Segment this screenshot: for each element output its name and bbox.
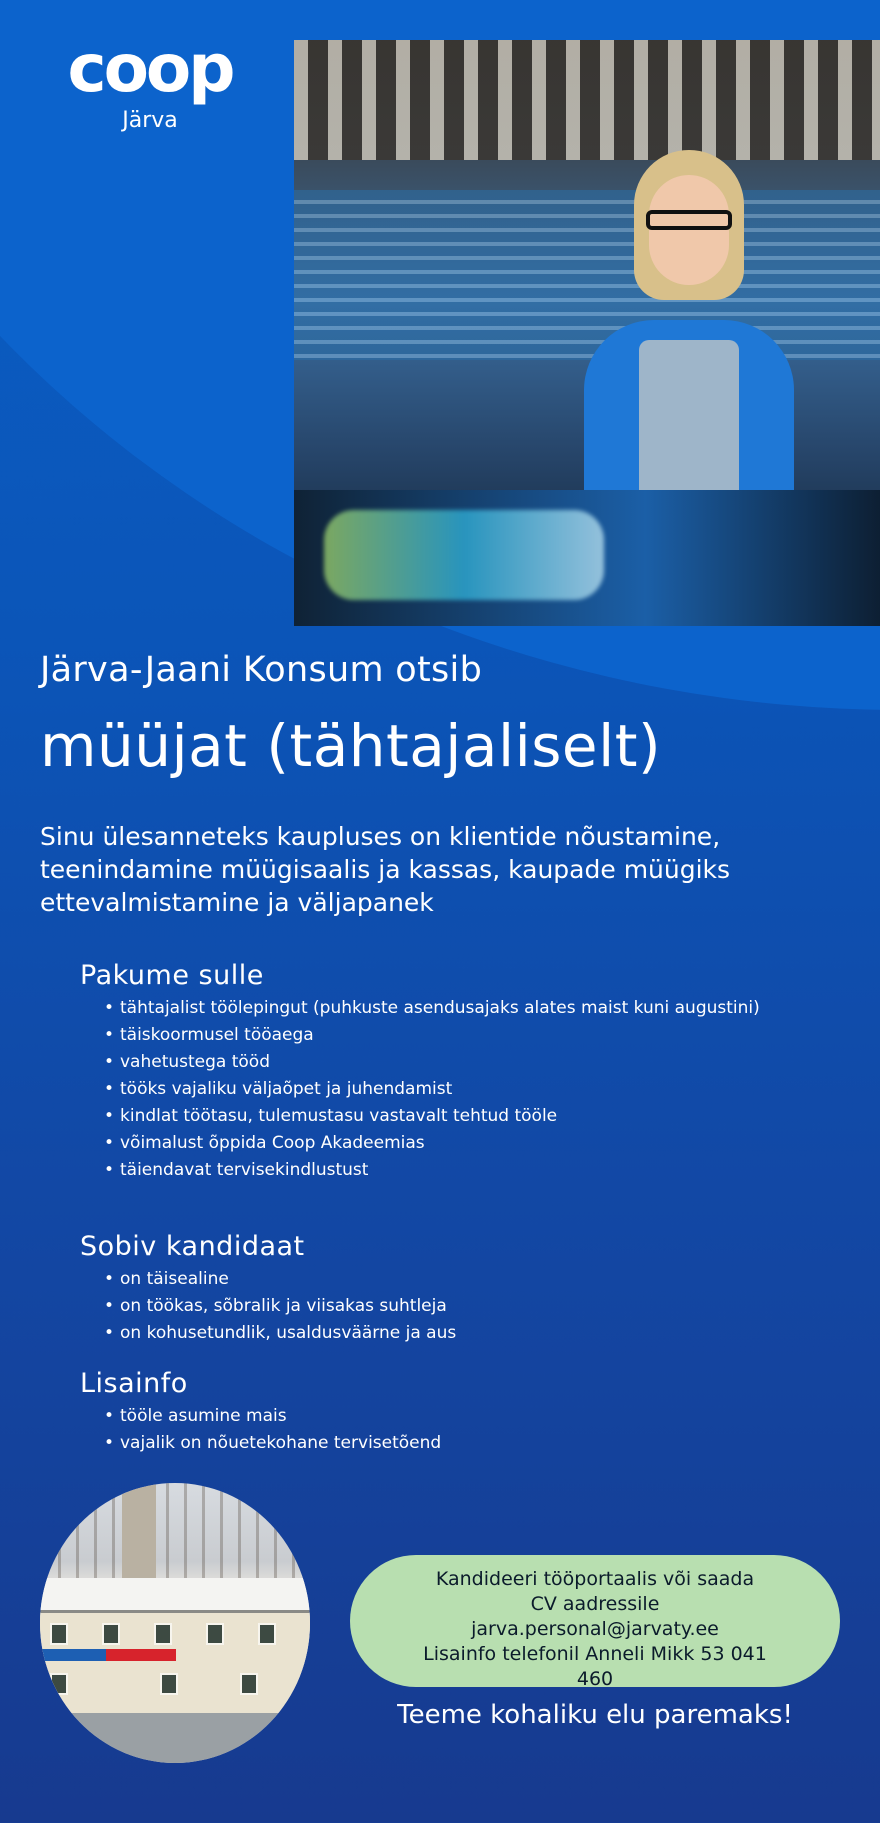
- list-item: • täiskoormusel tööaega: [120, 1024, 780, 1047]
- photo-goods: [324, 510, 604, 600]
- list-item: • võimalust õppida Coop Akadeemias: [120, 1132, 780, 1155]
- list-item: • vajalik on nõuetekohane tervisetõend: [120, 1432, 780, 1455]
- candidate-list: [80, 1268, 780, 1345]
- logo-wordmark: coop: [67, 30, 233, 107]
- offer-list: [80, 997, 780, 1182]
- list-item: • on töökas, sõbralik ja viisakas suhtleja: [120, 1295, 780, 1318]
- job-intro: Sinu ülesanneteks kaupluses on klientide nõustamine, teenindamine müügisaalis ja kassas, kaupade müügiks ettevalmistamine ja väljapanek: [40, 822, 731, 917]
- job-title: müüjat (tähtajaliselt): [40, 712, 662, 780]
- candidate-section: [80, 1231, 780, 1349]
- cta-phone: Lisainfo telefonil Anneli Mikk 53 041: [423, 1643, 767, 1665]
- photo-cashier: [584, 150, 794, 530]
- logo-region: Järva: [122, 108, 178, 133]
- list-item: • tööks vajaliku väljaõpet ja juhendamist: [120, 1078, 780, 1101]
- info-section: [80, 1368, 780, 1459]
- store-building-photo: [40, 1483, 310, 1763]
- info-heading: Lisainfo: [80, 1368, 188, 1399]
- cta-phone-end: 460: [576, 1668, 614, 1690]
- list-item: • on täisealine: [120, 1268, 780, 1291]
- info-list: [80, 1405, 780, 1455]
- apply-info-box: [350, 1555, 840, 1690]
- shop-sign-red: [106, 1649, 176, 1661]
- list-item: • täiendavat tervisekindlustust: [120, 1159, 780, 1182]
- list-item: • tööle asumine mais: [120, 1405, 780, 1428]
- slogan: Teeme kohaliku elu paremaks!: [397, 1700, 793, 1730]
- cta-line: CV aadressile: [530, 1593, 660, 1615]
- list-item: • kindlat töötasu, tulemustasu vastavalt tehtud tööle: [120, 1105, 780, 1128]
- hero-photo: [294, 40, 880, 626]
- coop-logo: [50, 30, 250, 133]
- list-item: • tähtajalist töölepingut (puhkuste asendusajaks alates maist kuni augustini): [120, 997, 780, 1020]
- job-headline: Järva-Jaani Konsum otsib: [40, 650, 483, 690]
- photo-ceiling: [294, 40, 880, 160]
- candidate-heading: Sobiv kandidaat: [80, 1231, 305, 1262]
- offer-section: [80, 960, 780, 1186]
- cta-email[interactable]: jarva.personal@jarvaty.ee: [471, 1618, 719, 1640]
- cta-line: Kandideeri tööportaalis või saada: [435, 1568, 755, 1590]
- list-item: • on kohusetundlik, usaldusväärne ja aus: [120, 1322, 780, 1345]
- list-item: • vahetustega tööd: [120, 1051, 780, 1074]
- offer-heading: Pakume sulle: [80, 960, 264, 991]
- shop-sign-blue: [42, 1649, 112, 1661]
